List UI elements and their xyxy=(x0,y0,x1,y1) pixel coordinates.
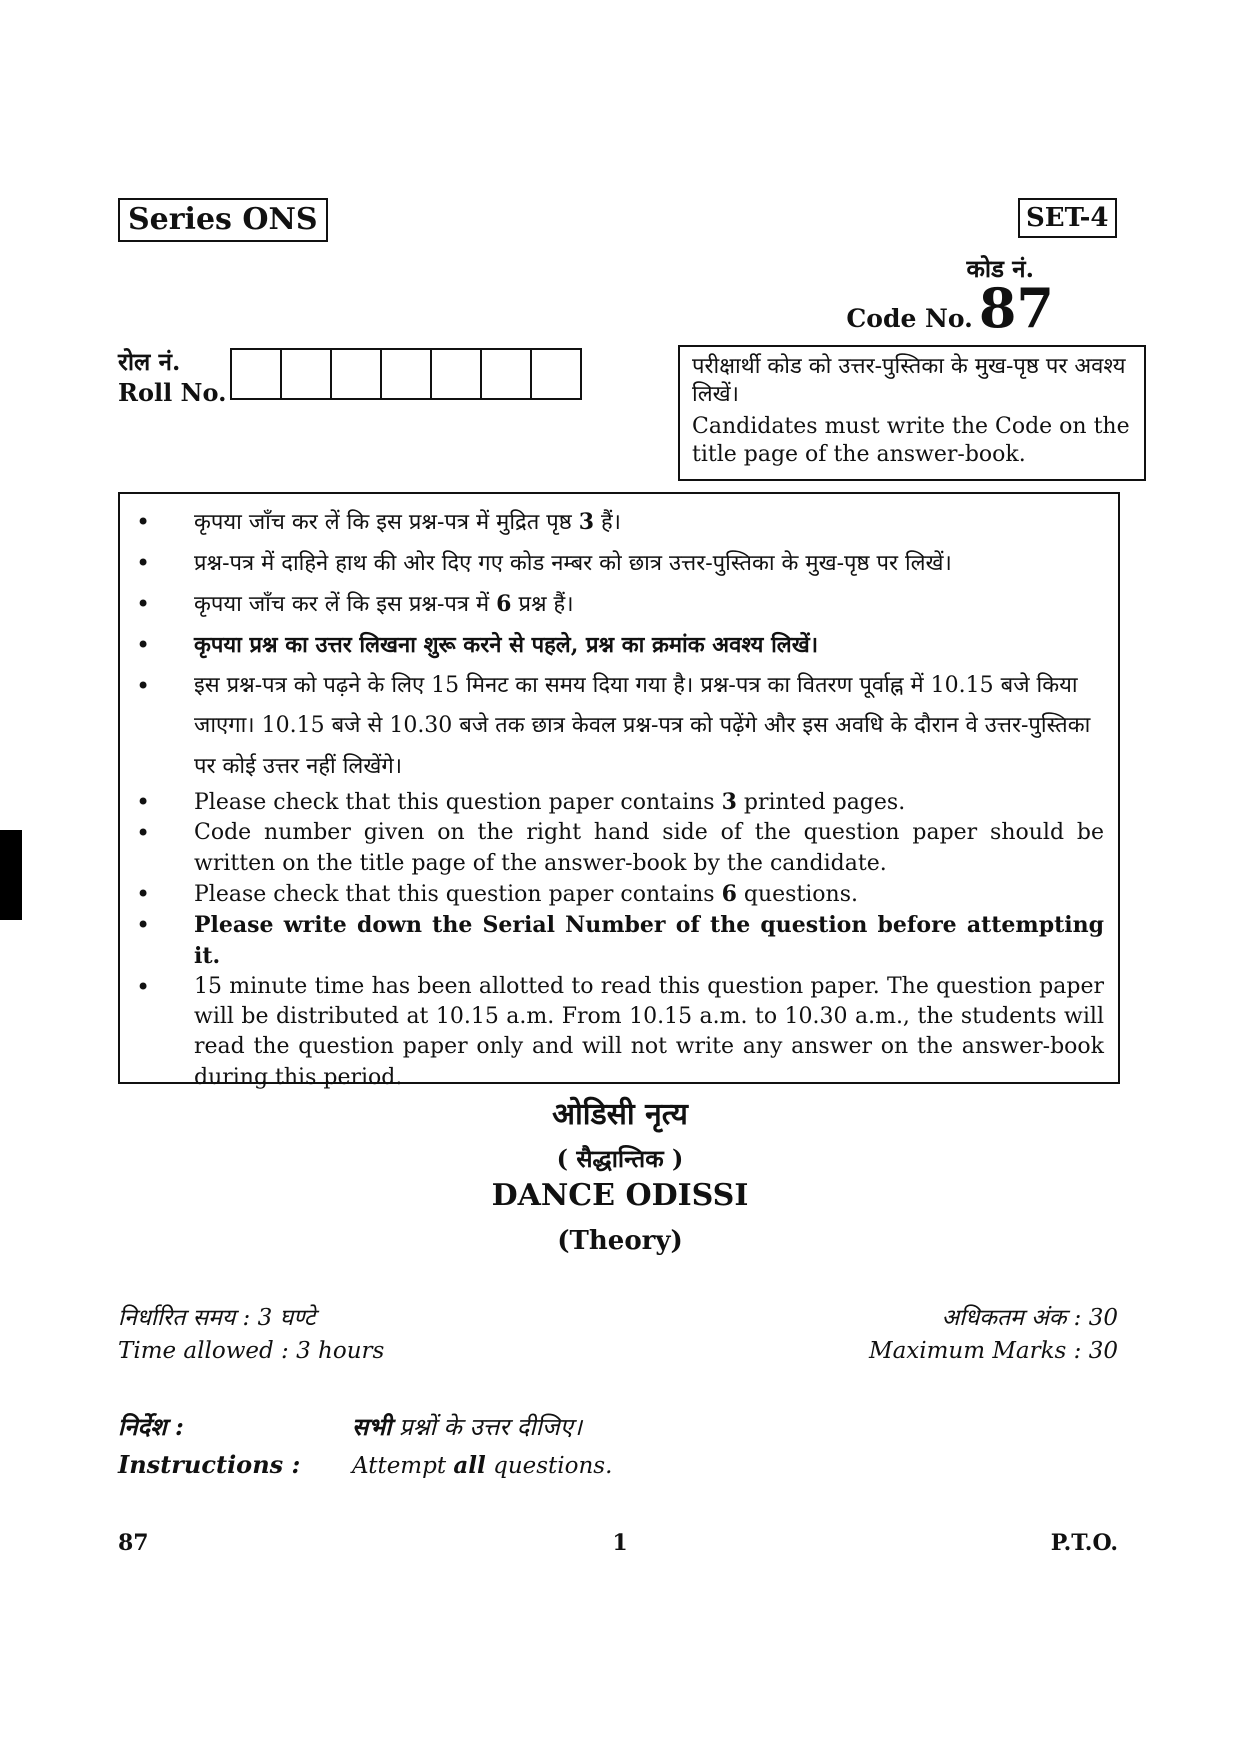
instruction-item xyxy=(120,787,1104,818)
instruction-item xyxy=(120,543,1104,584)
instruction-item xyxy=(120,910,1104,972)
instruction-text: 15 minute time has been allotted to read this question paper. The question paper will be distributed at 10.15 a.m. From 10.15 a.m. to 10.30 a.m., the students will read the question paper only and will not write any answer on the answer-book during this period. xyxy=(194,974,1104,1090)
roll-box xyxy=(482,350,532,398)
directions-text-english xyxy=(352,1452,612,1479)
instruction-item xyxy=(120,625,1104,666)
margin-black-mark xyxy=(0,830,22,920)
instruction-bold-text: 6 xyxy=(721,881,737,907)
instruction-text: इस प्रश्न-पत्र को पढ़ने के लिए 15 मिनट का समय दिया गया है। प्रश्न-पत्र का वितरण पूर्वाह्न में 10.15 बजे किया जाएगा। 10.15 बजे से 10.30 बजे तक छात्र केवल प्रश्न-पत्र को पढ़ेंगे और इस अवधि के दौरान वे उत्तर-पुस्तिका पर कोई उत्तर नहीं लिखेंगे। xyxy=(194,673,1091,779)
instruction-bold-text: 3 xyxy=(721,789,737,815)
instruction-item xyxy=(120,818,1104,879)
series-label: Series ONS xyxy=(118,198,328,242)
roll-number-boxes xyxy=(230,348,582,400)
instructions-list xyxy=(120,494,1118,1093)
instruction-text: कृपया जाँच कर लें कि इस प्रश्न-पत्र में मुद्रित पृष्ठ xyxy=(194,510,579,535)
roll-box xyxy=(382,350,432,398)
subject-title-english: DANCE ODISSI xyxy=(491,1178,749,1213)
code-label-hindi: कोड नं. xyxy=(966,254,1034,283)
directions-text-hindi xyxy=(352,1410,582,1443)
instruction-text: Please check that this question paper contains xyxy=(194,882,722,907)
subject-subtitle-hindi: ( सैद्धान्तिक ) xyxy=(556,1144,684,1173)
instruction-text: printed pages. xyxy=(736,790,906,815)
time-allowed-english: Time allowed : 3 hours xyxy=(118,1338,385,1364)
page-number: 1 xyxy=(612,1530,628,1556)
instruction-text: हैं। xyxy=(594,510,622,535)
code-label-english: Code No. xyxy=(846,304,973,333)
subject-subtitle-english: (Theory) xyxy=(557,1226,683,1256)
directions-hindi-bold: सभी xyxy=(352,1412,392,1441)
instruction-bold-text: 3 xyxy=(578,509,594,535)
code-notice-box xyxy=(678,345,1146,481)
roll-label-english: Roll No. xyxy=(118,378,227,407)
set-label: SET-4 xyxy=(1018,198,1117,238)
notice-english: Candidates must write the Code on the title page of the answer-book. xyxy=(692,414,1130,467)
subject-title-hindi: ओडिसी नृत्य xyxy=(552,1097,688,1132)
instruction-item xyxy=(120,972,1104,1093)
instruction-text: कृपया जाँच कर लें कि इस प्रश्न-पत्र में xyxy=(194,592,497,617)
instruction-text: Please check that this question paper contains xyxy=(194,790,722,815)
notice-hindi: परीक्षार्थी कोड को उत्तर-पुस्तिका के मुख-पृष्ठ पर अवश्य लिखें। xyxy=(692,354,1126,407)
max-marks-hindi: अधिकतम अंक : 30 xyxy=(941,1305,1118,1331)
instruction-text: प्रश्न-पत्र में दाहिने हाथ की ओर दिए गए कोड नम्बर को छात्र उत्तर-पुस्तिका के मुख-पृष्ठ पर लिखें। xyxy=(194,551,952,576)
instruction-item xyxy=(120,666,1104,787)
directions-label-english: Instructions : xyxy=(118,1450,301,1479)
code-number: 87 xyxy=(978,276,1054,340)
max-marks-english: Maximum Marks : 30 xyxy=(869,1338,1118,1364)
directions-english-bold: all xyxy=(453,1452,486,1479)
footer-code: 87 xyxy=(118,1530,149,1556)
roll-box xyxy=(532,350,580,398)
roll-box xyxy=(332,350,382,398)
instruction-bold-text: कृपया प्रश्न का उत्तर लिखना शुरू करने से पहले, प्रश्न का क्रमांक अवश्य लिखें। xyxy=(194,632,819,658)
directions-english-after: questions. xyxy=(485,1453,613,1479)
roll-box xyxy=(432,350,482,398)
instruction-text: questions. xyxy=(736,882,859,907)
roll-label-hindi: रोल नं. xyxy=(118,347,181,376)
roll-box xyxy=(282,350,332,398)
instruction-item xyxy=(120,879,1104,910)
roll-box xyxy=(232,350,282,398)
instruction-item xyxy=(120,584,1104,625)
pto-label: P.T.O. xyxy=(1050,1530,1118,1556)
directions-english-before: Attempt xyxy=(352,1453,454,1479)
instruction-bold-text: Please write down the Serial Number of the question before attempting it. xyxy=(194,912,1104,969)
directions-label-hindi: निर्देश : xyxy=(118,1412,184,1441)
instruction-bold-text: 6 xyxy=(496,591,512,617)
directions-hindi-rest: प्रश्नों के उत्तर दीजिए। xyxy=(391,1413,583,1441)
time-allowed-hindi: निर्धारित समय : 3 घण्टे xyxy=(118,1305,316,1331)
instruction-text: प्रश्न हैं। xyxy=(511,592,574,617)
instruction-item xyxy=(120,502,1104,543)
code-number-block xyxy=(846,276,1054,340)
instruction-text: Code number given on the right hand side of the question paper should be written on the title page of the answer-book by the candidate. xyxy=(194,820,1104,876)
general-instructions-box xyxy=(118,492,1120,1090)
